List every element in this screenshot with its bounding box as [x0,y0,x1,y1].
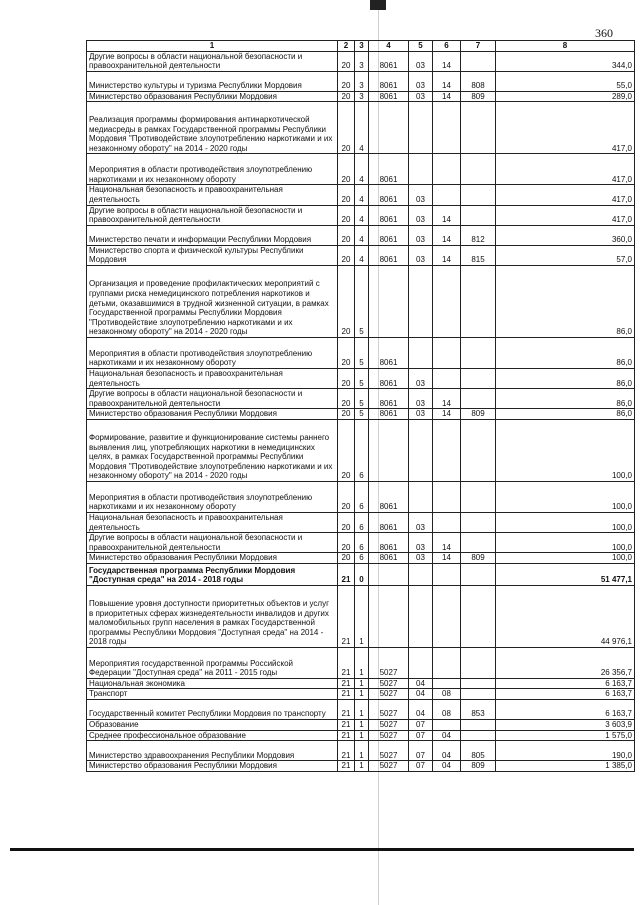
table-row [87,185,635,205]
column-header: 4 [369,41,409,52]
row-name-cell: Министерство образования Республики Мордовия [87,91,338,102]
code-cell-4: 8061 [369,337,409,368]
code-cell-5: 03 [409,553,433,564]
column-header: 5 [409,41,433,52]
amount-cell: 6 163,7 [496,700,635,720]
amount-cell: 1 575,0 [496,730,635,741]
code-cell-5 [409,585,433,647]
code-cell-4 [369,563,409,585]
code-cell-7 [461,154,496,185]
code-cell-3: 4 [355,225,369,245]
code-cell-2: 20 [338,205,355,225]
scan-bottom-edge [10,848,634,851]
code-cell-7: 809 [461,409,496,420]
row-name-cell: Министерство образования Республики Мордовия [87,409,338,420]
code-cell-2: 20 [338,154,355,185]
row-name-cell: Государственный комитет Республики Мордовия по транспорту [87,700,338,720]
code-cell-2: 20 [338,533,355,553]
code-cell-6 [433,512,461,532]
amount-cell: 51 477,1 [496,563,635,585]
amount-cell: 55,0 [496,71,635,91]
code-cell-7 [461,678,496,689]
code-cell-4: 8061 [369,71,409,91]
row-name-cell: Повышение уровня доступности приоритетных объектов и услуг в приоритетных сферах жизнедеятельности инвалидов и других маломобильных групп населения в рамках Государственной программы Республики Мордовия "Доступная среда" на 2014 - 2018 годы [87,585,338,647]
code-cell-6: 04 [433,741,461,761]
amount-cell: 6 163,7 [496,689,635,700]
code-cell-3: 4 [355,245,369,265]
code-cell-5 [409,563,433,585]
amount-cell: 289,0 [496,91,635,102]
code-cell-7 [461,730,496,741]
column-header: 3 [355,41,369,52]
table-row [87,720,635,731]
code-cell-5: 03 [409,389,433,409]
code-cell-2: 20 [338,245,355,265]
row-name-cell: Реализация программы формирования антинаркотической медиасреды в рамках Государственной программы Республики Мордовия "Противодействие злоупотреблению наркотиками и их незаконному обороту" на 2014 - 2020 годы [87,102,338,154]
code-cell-7 [461,512,496,532]
code-cell-7 [461,102,496,154]
table-row [87,51,635,71]
table-row [87,533,635,553]
code-cell-4: 8061 [369,154,409,185]
code-cell-6 [433,585,461,647]
amount-cell: 100,0 [496,512,635,532]
code-cell-6: 14 [433,409,461,420]
amount-cell: 57,0 [496,245,635,265]
code-cell-3: 5 [355,389,369,409]
code-cell-7: 808 [461,71,496,91]
code-cell-4: 5027 [369,689,409,700]
code-cell-4: 5027 [369,700,409,720]
code-cell-2: 21 [338,647,355,678]
code-cell-4 [369,585,409,647]
code-cell-3: 0 [355,563,369,585]
amount-cell: 86,0 [496,409,635,420]
code-cell-3: 1 [355,585,369,647]
code-cell-4: 8061 [369,51,409,71]
row-name-cell: Мероприятия в области противодействия злоупотреблению наркотиками и их незаконному обороту [87,481,338,512]
table-row [87,102,635,154]
code-cell-4: 5027 [369,678,409,689]
table-row [87,678,635,689]
code-cell-2: 20 [338,51,355,71]
code-cell-5: 03 [409,512,433,532]
code-cell-2: 20 [338,368,355,388]
code-cell-7: 809 [461,553,496,564]
row-name-cell: Другие вопросы в области национальной безопасности и правоохранительной деятельности [87,51,338,71]
code-cell-6 [433,647,461,678]
code-cell-3: 1 [355,730,369,741]
page-number: 360 [595,26,613,40]
code-cell-5: 03 [409,245,433,265]
table-row [87,265,635,337]
table-row [87,585,635,647]
column-header: 6 [433,41,461,52]
table-row [87,389,635,409]
code-cell-3: 1 [355,647,369,678]
table-header-row [87,41,635,52]
code-cell-6: 08 [433,700,461,720]
row-name-cell: Другие вопросы в области национальной безопасности и правоохранительной деятельности [87,205,338,225]
code-cell-5: 07 [409,741,433,761]
table-row [87,245,635,265]
code-cell-5 [409,481,433,512]
code-cell-7 [461,720,496,731]
code-cell-2: 21 [338,689,355,700]
code-cell-3: 4 [355,185,369,205]
code-cell-5: 04 [409,700,433,720]
row-name-cell: Национальная безопасность и правоохранительная деятельность [87,512,338,532]
code-cell-4: 5027 [369,730,409,741]
column-header: 2 [338,41,355,52]
code-cell-3: 5 [355,409,369,420]
amount-cell: 344,0 [496,51,635,71]
row-name-cell: Транспорт [87,689,338,700]
amount-cell: 86,0 [496,368,635,388]
code-cell-5: 03 [409,225,433,245]
amount-cell: 100,0 [496,553,635,564]
code-cell-3: 1 [355,720,369,731]
code-cell-7 [461,563,496,585]
table-row [87,512,635,532]
code-cell-7 [461,419,496,481]
code-cell-5: 03 [409,185,433,205]
code-cell-4: 8061 [369,389,409,409]
amount-cell: 86,0 [496,389,635,409]
code-cell-3: 5 [355,265,369,337]
code-cell-2: 21 [338,761,355,772]
table-row [87,368,635,388]
code-cell-7: 853 [461,700,496,720]
code-cell-7: 815 [461,245,496,265]
code-cell-5: 03 [409,205,433,225]
code-cell-6: 14 [433,225,461,245]
row-name-cell: Организация и проведение профилактических мероприятий с группами риска немедицинского потребления наркотиков и детьми, оказавшимися в трудной жизненной ситуации, в рамках Государственной программы Республики Мордовия "Противодействие злоупотреблению наркотиками и их незаконному обороту" на 2014 - 2020 годы [87,265,338,337]
code-cell-7: 809 [461,761,496,772]
table-row [87,730,635,741]
code-cell-3: 1 [355,761,369,772]
table-body [87,51,635,771]
row-name-cell: Министерство образования Республики Мордовия [87,553,338,564]
code-cell-3: 6 [355,481,369,512]
scan-staple-mark [370,0,386,10]
code-cell-3: 6 [355,533,369,553]
code-cell-4: 8061 [369,481,409,512]
row-name-cell: Министерство культуры и туризма Республики Мордовия [87,71,338,91]
column-header: 1 [87,41,338,52]
code-cell-4: 5027 [369,741,409,761]
code-cell-2: 20 [338,553,355,564]
table-row [87,91,635,102]
code-cell-7 [461,185,496,205]
table-row [87,741,635,761]
column-header: 8 [496,41,635,52]
code-cell-2: 20 [338,337,355,368]
amount-cell: 86,0 [496,265,635,337]
code-cell-2: 21 [338,720,355,731]
row-name-cell: Министерство печати и информации Республики Мордовия [87,225,338,245]
code-cell-6: 04 [433,730,461,741]
code-cell-7 [461,368,496,388]
code-cell-5: 07 [409,720,433,731]
code-cell-5: 03 [409,533,433,553]
code-cell-6 [433,563,461,585]
code-cell-6: 14 [433,389,461,409]
code-cell-7: 805 [461,741,496,761]
table-row [87,225,635,245]
code-cell-4: 5027 [369,761,409,772]
code-cell-6 [433,368,461,388]
code-cell-4: 5027 [369,720,409,731]
code-cell-6 [433,419,461,481]
code-cell-4: 8061 [369,512,409,532]
code-cell-7 [461,389,496,409]
code-cell-3: 1 [355,689,369,700]
code-cell-7 [461,533,496,553]
code-cell-3: 3 [355,91,369,102]
code-cell-6 [433,337,461,368]
row-name-cell: Среднее профессиональное образование [87,730,338,741]
code-cell-2: 21 [338,730,355,741]
row-name-cell: Государственная программа Республики Мордовия "Доступная среда" на 2014 - 2018 годы [87,563,338,585]
code-cell-2: 20 [338,185,355,205]
code-cell-2: 20 [338,409,355,420]
code-cell-5: 03 [409,91,433,102]
code-cell-5 [409,647,433,678]
code-cell-5 [409,154,433,185]
code-cell-5: 07 [409,761,433,772]
table-row [87,419,635,481]
code-cell-7: 809 [461,91,496,102]
code-cell-2: 20 [338,419,355,481]
row-name-cell: Мероприятия в области противодействия злоупотреблению наркотиками и их незаконному обороту [87,154,338,185]
code-cell-2: 20 [338,91,355,102]
budget-table [86,40,635,772]
code-cell-7 [461,337,496,368]
amount-cell: 6 163,7 [496,678,635,689]
code-cell-5: 04 [409,678,433,689]
table-row [87,481,635,512]
code-cell-4 [369,265,409,337]
code-cell-3: 5 [355,337,369,368]
code-cell-5: 03 [409,71,433,91]
code-cell-6: 04 [433,761,461,772]
code-cell-4: 8061 [369,225,409,245]
column-header: 7 [461,41,496,52]
code-cell-5 [409,337,433,368]
code-cell-3: 1 [355,741,369,761]
code-cell-5 [409,419,433,481]
code-cell-2: 20 [338,389,355,409]
code-cell-6: 14 [433,245,461,265]
code-cell-3: 1 [355,700,369,720]
code-cell-6 [433,720,461,731]
amount-cell: 100,0 [496,481,635,512]
amount-cell: 100,0 [496,533,635,553]
code-cell-5: 03 [409,51,433,71]
code-cell-6 [433,185,461,205]
code-cell-4: 8061 [369,205,409,225]
code-cell-2: 20 [338,102,355,154]
code-cell-5: 03 [409,409,433,420]
code-cell-3: 6 [355,512,369,532]
code-cell-7 [461,585,496,647]
code-cell-7 [461,689,496,700]
amount-cell: 44 976,1 [496,585,635,647]
table-row [87,689,635,700]
code-cell-2: 21 [338,563,355,585]
code-cell-7 [461,265,496,337]
code-cell-3: 6 [355,419,369,481]
code-cell-5 [409,265,433,337]
code-cell-4: 8061 [369,533,409,553]
table-row [87,409,635,420]
table-row [87,154,635,185]
code-cell-3: 1 [355,678,369,689]
code-cell-3: 5 [355,368,369,388]
code-cell-4: 8061 [369,553,409,564]
amount-cell: 417,0 [496,185,635,205]
row-name-cell: Другие вопросы в области национальной безопасности и правоохранительной деятельности [87,533,338,553]
code-cell-6: 14 [433,553,461,564]
row-name-cell: Министерство образования Республики Мордовия [87,761,338,772]
table-row [87,71,635,91]
code-cell-4: 8061 [369,185,409,205]
amount-cell: 1 385,0 [496,761,635,772]
table-row [87,205,635,225]
row-name-cell: Формирование, развитие и функционирование системы раннего выявления лиц, употребляющих наркотики в немедицинских целях, в рамках Государственной программы Республики Мордовия "Противодействие злоупотреблению наркотиками и их незаконному обороту" на 2014 - 2020 годы [87,419,338,481]
code-cell-6: 14 [433,71,461,91]
table-row [87,761,635,772]
row-name-cell: Мероприятия в области противодействия злоупотреблению наркотиками и их незаконному обороту [87,337,338,368]
code-cell-4: 5027 [369,647,409,678]
code-cell-2: 20 [338,481,355,512]
code-cell-4: 8061 [369,245,409,265]
table-row [87,647,635,678]
code-cell-4 [369,102,409,154]
code-cell-2: 21 [338,700,355,720]
code-cell-2: 21 [338,678,355,689]
amount-cell: 3 603,9 [496,720,635,731]
code-cell-2: 20 [338,512,355,532]
code-cell-3: 4 [355,102,369,154]
code-cell-3: 4 [355,154,369,185]
code-cell-7 [461,481,496,512]
code-cell-5: 03 [409,368,433,388]
amount-cell: 417,0 [496,102,635,154]
amount-cell: 360,0 [496,225,635,245]
amount-cell: 190,0 [496,741,635,761]
code-cell-5: 04 [409,689,433,700]
table-row [87,563,635,585]
code-cell-6: 14 [433,51,461,71]
amount-cell: 26 356,7 [496,647,635,678]
row-name-cell: Национальная экономика [87,678,338,689]
code-cell-6: 14 [433,91,461,102]
row-name-cell: Мероприятия государственной программы Российской Федерации "Доступная среда" на 2011 - 2015 годы [87,647,338,678]
row-name-cell: Министерство здравоохранения Республики Мордовия [87,741,338,761]
amount-cell: 417,0 [496,154,635,185]
code-cell-6: 08 [433,689,461,700]
code-cell-3: 3 [355,71,369,91]
code-cell-2: 20 [338,225,355,245]
row-name-cell: Другие вопросы в области национальной безопасности и правоохранительной деятельности [87,389,338,409]
amount-cell: 417,0 [496,205,635,225]
code-cell-4 [369,419,409,481]
code-cell-6 [433,154,461,185]
code-cell-7: 812 [461,225,496,245]
code-cell-7 [461,51,496,71]
table-row [87,700,635,720]
code-cell-2: 21 [338,585,355,647]
code-cell-6 [433,102,461,154]
row-name-cell: Министерство спорта и физической культуры Республики Мордовия [87,245,338,265]
table-row [87,337,635,368]
code-cell-5: 07 [409,730,433,741]
row-name-cell: Национальная безопасность и правоохранительная деятельность [87,368,338,388]
code-cell-4: 8061 [369,368,409,388]
code-cell-6 [433,481,461,512]
code-cell-3: 6 [355,553,369,564]
code-cell-6: 14 [433,205,461,225]
code-cell-2: 21 [338,741,355,761]
code-cell-6 [433,678,461,689]
code-cell-3: 4 [355,205,369,225]
table-row [87,553,635,564]
code-cell-6: 14 [433,533,461,553]
code-cell-2: 20 [338,71,355,91]
row-name-cell: Национальная безопасность и правоохранительная деятельность [87,185,338,205]
code-cell-6 [433,265,461,337]
code-cell-4: 8061 [369,409,409,420]
amount-cell: 86,0 [496,337,635,368]
code-cell-7 [461,647,496,678]
amount-cell: 100,0 [496,419,635,481]
code-cell-3: 3 [355,51,369,71]
code-cell-2: 20 [338,265,355,337]
code-cell-5 [409,102,433,154]
code-cell-7 [461,205,496,225]
code-cell-4: 8061 [369,91,409,102]
row-name-cell: Образование [87,720,338,731]
